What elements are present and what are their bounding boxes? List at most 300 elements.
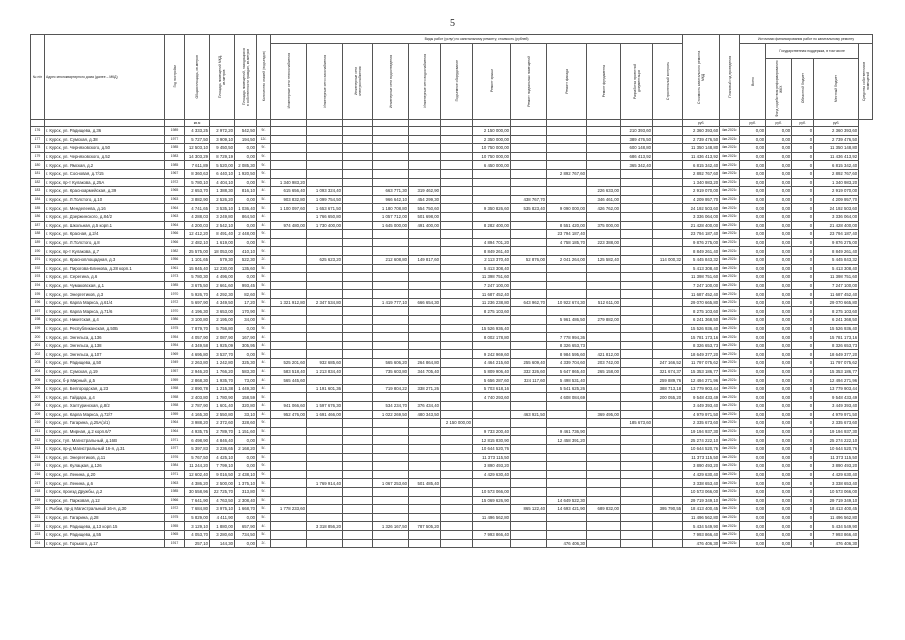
row-local-budget: 0 xyxy=(792,496,814,505)
row-floors: 5/- xyxy=(257,530,271,539)
row-floors: 2/- xyxy=(257,255,271,264)
row-premises-area: 6 440,10 xyxy=(210,169,235,178)
row-electric xyxy=(343,230,373,239)
row-roof: 10 750 000,00 xyxy=(473,152,511,161)
row-address: г. Курск, ул. Л.Толстого, д.10 xyxy=(45,195,165,204)
row-fund: 0,00 xyxy=(740,178,766,187)
row-roof xyxy=(473,316,511,325)
col-header-construction-control: Строительный контроль xyxy=(653,44,683,120)
row-citizens-area: 1 920,50 xyxy=(235,169,257,178)
row-number: 208 xyxy=(31,402,45,411)
row-foundation xyxy=(587,333,621,342)
row-floors: 9/- xyxy=(257,487,271,496)
row-lift xyxy=(441,264,473,273)
row-water xyxy=(409,178,441,187)
row-roof xyxy=(473,230,511,239)
row-owners-funds: 8 849 261,40 xyxy=(814,247,859,256)
row-lift xyxy=(441,350,473,359)
row-number: 195 xyxy=(31,290,45,299)
row-total-cost: 18 413 400,45 xyxy=(683,505,720,514)
row-electric xyxy=(343,350,373,359)
row-sewage xyxy=(373,324,409,333)
row-floors: 5/- xyxy=(257,264,271,273)
row-heating: 903 832,80 xyxy=(271,195,307,204)
row-gas xyxy=(307,247,343,256)
row-number: 203 xyxy=(31,359,45,368)
row-total-area: 2 946,20 xyxy=(185,367,210,376)
row-electric xyxy=(343,195,373,204)
row-gas: 1 093 324,40 xyxy=(307,187,343,196)
row-number: 189 xyxy=(31,238,45,247)
row-heating: 565 445,60 xyxy=(271,376,307,385)
row-regional-budget: 0,00 xyxy=(766,522,792,531)
row-premises-area: 3 249,80 xyxy=(210,212,235,221)
row-number: 179 xyxy=(31,152,45,161)
row-plan-year: 4кв.2021г. xyxy=(720,496,740,505)
row-water: 376 434,40 xyxy=(409,402,441,411)
row-design-docs xyxy=(621,316,653,325)
row-lift xyxy=(441,444,473,453)
table-row xyxy=(31,169,873,178)
row-heating xyxy=(271,333,307,342)
row-number: 197 xyxy=(31,307,45,316)
row-premises-area: 3 537,70 xyxy=(210,350,235,359)
row-regional-budget: 0,00 xyxy=(766,127,792,136)
row-design-docs xyxy=(621,427,653,436)
col-header-regional-budget: Областной бюджет xyxy=(792,59,814,120)
row-heating xyxy=(271,273,307,282)
row-foundation xyxy=(587,436,621,445)
row-roof xyxy=(473,410,511,419)
row-year: 1966 xyxy=(165,238,185,247)
table-row xyxy=(31,453,873,462)
row-local-budget: 0 xyxy=(792,384,814,393)
row-plan-year: 4кв.2021г. xyxy=(720,152,740,161)
row-design-docs xyxy=(621,247,653,256)
row-number: 194 xyxy=(31,281,45,290)
row-local-budget: 0 xyxy=(792,410,814,419)
row-roof xyxy=(473,212,511,221)
unit-rub-total: руб. xyxy=(683,120,720,127)
row-foundation: 375 000,00 xyxy=(587,221,621,230)
row-owners-funds: 9 876 275,00 xyxy=(814,238,859,247)
col-header-number: № п/п xyxy=(31,35,45,120)
row-total-area: 3 100,80 xyxy=(185,316,210,325)
row-regional-budget: 0,00 xyxy=(766,359,792,368)
row-address: г. Курск, ул. Мирная, д.2 корп.6/7 xyxy=(45,427,165,436)
row-heating xyxy=(271,290,307,299)
row-facade: 12 458 391,20 xyxy=(547,436,587,445)
row-sewage xyxy=(373,144,409,153)
row-facade xyxy=(547,273,587,282)
row-electric xyxy=(343,307,373,316)
row-heating: 952 476,00 xyxy=(271,410,307,419)
row-year: 1975 xyxy=(165,324,185,333)
row-owners-funds: 29 719 349,10 xyxy=(814,496,859,505)
row-premises-area: 2 661,60 xyxy=(210,281,235,290)
row-local-budget: 0 xyxy=(792,419,814,428)
row-address: г. Курск, ул. Л.Толстого, д.8 xyxy=(45,238,165,247)
row-gas xyxy=(307,496,343,505)
row-roof: 10 750 000,00 xyxy=(473,144,511,153)
row-floors: 4/- xyxy=(257,376,271,385)
row-roof: 4 429 630,40 xyxy=(473,470,511,479)
row-lift xyxy=(441,522,473,531)
row-fund: 0,00 xyxy=(740,152,766,161)
row-local-budget: 0 xyxy=(792,212,814,221)
row-number: 186 xyxy=(31,212,45,221)
row-construction-control xyxy=(653,402,683,411)
row-construction-control xyxy=(653,135,683,144)
row-number: 210 xyxy=(31,419,45,428)
row-owners-funds: 476 406,30 xyxy=(814,539,859,548)
row-citizens-area: 135,60 xyxy=(235,264,257,273)
row-total-cost: 4 429 630,40 xyxy=(683,470,720,479)
row-roof xyxy=(473,169,511,178)
row-total-area: 12 412,20 xyxy=(185,230,210,239)
row-lift xyxy=(441,487,473,496)
table-row xyxy=(31,539,873,548)
row-citizens-area: 0,00 xyxy=(235,195,257,204)
row-heating xyxy=(271,350,307,359)
row-address: г. Курск, ул. Кулацкая, д.126 xyxy=(45,462,165,471)
row-premises-area: 1 619,00 xyxy=(210,238,235,247)
row-foundation xyxy=(587,470,621,479)
table-row xyxy=(31,462,873,471)
row-water: 666 654,30 xyxy=(409,298,441,307)
row-fund: 0,00 xyxy=(740,255,766,264)
row-facade xyxy=(547,195,587,204)
row-fund: 0,00 xyxy=(740,341,766,350)
row-roof: 11 496 562,80 xyxy=(473,513,511,522)
row-heating: 583 518,40 xyxy=(271,367,307,376)
row-construction-control xyxy=(653,453,683,462)
row-number: 182 xyxy=(31,178,45,187)
table-row xyxy=(31,178,873,187)
row-sewage: 1 067 253,60 xyxy=(373,479,409,488)
row-construction-control xyxy=(653,178,683,187)
row-total-cost: 6 815 342,40 xyxy=(683,161,720,170)
row-gas xyxy=(307,127,343,136)
row-lift xyxy=(441,393,473,402)
row-roof: 15 069 626,90 xyxy=(473,496,511,505)
row-facade: 7 778 994,36 xyxy=(547,333,587,342)
row-facade: 5 541 625,26 xyxy=(547,384,587,393)
row-fund: 0,00 xyxy=(740,444,766,453)
row-electric xyxy=(343,419,373,428)
row-regional-budget: 0,00 xyxy=(766,204,792,213)
row-total-cost: 8 275 103,60 xyxy=(683,307,720,316)
row-regional-budget: 0,00 xyxy=(766,367,792,376)
row-construction-control xyxy=(653,496,683,505)
row-foundation xyxy=(587,513,621,522)
row-citizens-area: 0,00 xyxy=(235,436,257,445)
row-total-cost: 10 644 520,76 xyxy=(683,444,720,453)
row-design-docs xyxy=(621,290,653,299)
table-row xyxy=(31,522,873,531)
row-local-budget: 0 xyxy=(792,169,814,178)
row-facade xyxy=(547,135,587,144)
row-electric xyxy=(343,530,373,539)
row-total-cost: 11 373 115,50 xyxy=(683,453,720,462)
col-header-plan-year: Плановый год проведения xyxy=(720,35,740,120)
row-foundation xyxy=(587,281,621,290)
table-row xyxy=(31,221,873,230)
row-total-cost: 3 890 493,20 xyxy=(683,462,720,471)
row-total-area: 15 845,40 xyxy=(185,264,210,273)
row-total-cost: 11 436 413,92 xyxy=(683,152,720,161)
row-year: 1966 xyxy=(165,230,185,239)
row-construction-control xyxy=(653,247,683,256)
col-header-gas: Инженерные сети газоснабжения xyxy=(307,44,343,120)
row-heating xyxy=(271,513,307,522)
row-electric xyxy=(343,333,373,342)
row-year: 1985 xyxy=(165,281,185,290)
row-facade: 5 961 486,50 xyxy=(547,316,587,325)
row-total-area: 25 575,00 xyxy=(185,247,210,256)
row-roof xyxy=(473,187,511,196)
row-premises-area: 2 372,60 xyxy=(210,419,235,428)
row-roof: 4 464 215,60 xyxy=(473,359,511,368)
row-total-area: 3 882,90 xyxy=(185,195,210,204)
row-basement xyxy=(511,290,547,299)
row-heating xyxy=(271,255,307,264)
row-local-budget: 0 xyxy=(792,247,814,256)
row-facade: 14 649 522,30 xyxy=(547,496,587,505)
row-floors: 9/- xyxy=(257,462,271,471)
row-fund: 0,00 xyxy=(740,316,766,325)
col-header-fund: Фонд содействия реформированию ЖКХ xyxy=(766,59,792,120)
row-fund: 0,00 xyxy=(740,307,766,316)
row-regional-budget: 0,00 xyxy=(766,230,792,239)
row-address: г. Курск, пр-д Магистральный 16-я, д.31 xyxy=(45,444,165,453)
row-floors: 5/- xyxy=(257,436,271,445)
row-plan-year: 4кв.2021г. xyxy=(720,204,740,213)
row-facade xyxy=(547,178,587,187)
row-basement xyxy=(511,350,547,359)
row-design-docs xyxy=(621,470,653,479)
row-construction-control xyxy=(653,298,683,307)
row-number: 217 xyxy=(31,479,45,488)
row-facade xyxy=(547,402,587,411)
row-construction-control xyxy=(653,444,683,453)
row-facade: 2 892 767,60 xyxy=(547,169,587,178)
row-total-cost: 9 548 433,49 xyxy=(683,393,720,402)
row-heating xyxy=(271,393,307,402)
row-number: 199 xyxy=(31,324,45,333)
row-year: 1967 xyxy=(165,169,185,178)
row-water: 338 271,26 xyxy=(409,384,441,393)
row-foundation: 203 742,00 xyxy=(587,359,621,368)
row-regional-budget: 0,00 xyxy=(766,264,792,273)
row-design-docs xyxy=(621,350,653,359)
row-basement xyxy=(511,436,547,445)
row-total-cost: 2 360 393,60 xyxy=(683,127,720,136)
row-address: г. Курск, ул. Ленина, д.20 xyxy=(45,470,165,479)
row-construction-control xyxy=(653,152,683,161)
row-construction-control: 321 674,37 xyxy=(653,367,683,376)
row-owners-funds: 18 413 400,45 xyxy=(814,505,859,514)
row-address: г. Курск, ул. Красноармейская, д.39 xyxy=(45,187,165,196)
row-heating xyxy=(271,212,307,221)
row-total-area: 6 498,90 xyxy=(185,436,210,445)
row-water: 491 400,00 xyxy=(409,221,441,230)
row-electric xyxy=(343,298,373,307)
row-electric xyxy=(343,255,373,264)
row-citizens-area: 993,45 xyxy=(235,281,257,290)
row-citizens-area: 0,00 xyxy=(235,144,257,153)
row-basement xyxy=(511,273,547,282)
row-fund: 0,00 xyxy=(740,402,766,411)
row-water xyxy=(409,169,441,178)
row-roof: 4 740 293,60 xyxy=(473,393,511,402)
row-water xyxy=(409,161,441,170)
row-heating xyxy=(271,316,307,325)
row-lift xyxy=(441,341,473,350)
row-floors: 5/- xyxy=(257,479,271,488)
row-gas xyxy=(307,376,343,385)
row-floors: 5/- xyxy=(257,444,271,453)
row-plan-year: 4кв.2021г. xyxy=(720,221,740,230)
row-heating xyxy=(271,341,307,350)
row-water xyxy=(409,333,441,342)
row-construction-control xyxy=(653,195,683,204)
row-water xyxy=(409,487,441,496)
row-floors: 5/- xyxy=(257,427,271,436)
row-gas xyxy=(307,290,343,299)
row-foundation xyxy=(587,290,621,299)
row-heating xyxy=(271,135,307,144)
row-local-budget: 0 xyxy=(792,255,814,264)
row-year: 1959 xyxy=(165,410,185,419)
row-total-cost: 13 779 903,44 xyxy=(683,384,720,393)
row-total-cost: 21 428 400,00 xyxy=(683,221,720,230)
row-premises-area: 1 242,80 xyxy=(210,359,235,368)
row-total-cost: 5 413 308,40 xyxy=(683,264,720,273)
row-citizens-area: 0,00 xyxy=(235,350,257,359)
row-year: 1955 xyxy=(165,522,185,531)
row-number: 198 xyxy=(31,316,45,325)
row-number: 206 xyxy=(31,384,45,393)
row-number: 176 xyxy=(31,127,45,136)
col-header-total-cost: Стоимость капитального ремонта МКД xyxy=(683,35,720,120)
row-floors: 9/- xyxy=(257,169,271,178)
row-water xyxy=(409,539,441,548)
row-electric xyxy=(343,281,373,290)
row-owners-funds: 13 779 903,44 xyxy=(814,384,859,393)
row-sewage xyxy=(373,333,409,342)
row-design-docs xyxy=(621,530,653,539)
row-roof: 2 150 000,00 xyxy=(473,127,511,136)
row-roof: 11 236 238,80 xyxy=(473,298,511,307)
row-fund: 0,00 xyxy=(740,238,766,247)
row-gas xyxy=(307,333,343,342)
capital-repair-table-sheet xyxy=(30,34,873,616)
row-address: г. Курск, ул. Белгородская, д.23 xyxy=(45,384,165,393)
row-gas xyxy=(307,530,343,539)
row-fund: 0,00 xyxy=(740,505,766,514)
row-floors: 5/- xyxy=(257,290,271,299)
row-construction-control xyxy=(653,462,683,471)
row-premises-area: 4 292,30 xyxy=(210,290,235,299)
row-year: 1984 xyxy=(165,462,185,471)
row-facade xyxy=(547,522,587,531)
row-citizens-area: 194,50 xyxy=(235,135,257,144)
row-electric xyxy=(343,221,373,230)
row-water: 501 485,40 xyxy=(409,479,441,488)
row-floors: 9/- xyxy=(257,230,271,239)
row-heating xyxy=(271,307,307,316)
row-year: 1977 xyxy=(165,135,185,144)
row-basement xyxy=(511,144,547,153)
row-construction-control xyxy=(653,273,683,282)
row-construction-control xyxy=(653,427,683,436)
row-design-docs xyxy=(621,187,653,196)
row-gas xyxy=(307,419,343,428)
row-citizens-area: 0,00 xyxy=(235,513,257,522)
row-lift xyxy=(441,324,473,333)
row-regional-budget: 0,00 xyxy=(766,539,792,548)
table-row xyxy=(31,152,873,161)
row-electric xyxy=(343,247,373,256)
row-citizens-area: 583,30 xyxy=(235,367,257,376)
table-row xyxy=(31,161,873,170)
row-premises-area: 4 496,00 xyxy=(210,273,235,282)
row-construction-control: 247 166,52 xyxy=(653,359,683,368)
row-owners-funds: 2 919 070,00 xyxy=(814,187,859,196)
row-lift xyxy=(441,212,473,221)
row-total-area: 5 780,30 xyxy=(185,273,210,282)
row-total-cost: 8 326 653,73 xyxy=(683,341,720,350)
row-sewage: 735 603,80 xyxy=(373,367,409,376)
row-roof xyxy=(473,522,511,531)
row-premises-area: 9 016,50 xyxy=(210,470,235,479)
row-regional-budget: 0,00 xyxy=(766,298,792,307)
row-basement: 643 962,70 xyxy=(511,298,547,307)
row-number: 183 xyxy=(31,187,45,196)
unit-rub-local: руб. xyxy=(792,120,814,127)
row-facade: 23 794 187,40 xyxy=(547,230,587,239)
row-total-cost: 18 649 377,20 xyxy=(683,350,720,359)
row-number: 219 xyxy=(31,496,45,505)
row-number: 218 xyxy=(31,487,45,496)
row-local-budget: 0 xyxy=(792,436,814,445)
row-owners-funds: 19 194 937,30 xyxy=(814,427,859,436)
row-year: 1971 xyxy=(165,436,185,445)
table-row xyxy=(31,127,873,136)
row-facade: 14 693 421,90 xyxy=(547,505,587,514)
row-sewage: 534 234,70 xyxy=(373,402,409,411)
row-floors: 2/- xyxy=(257,539,271,548)
row-lift xyxy=(441,359,473,368)
row-address: г. Курск, ул. Карла Маркса, д.61/4 xyxy=(45,298,165,307)
row-lift xyxy=(441,427,473,436)
row-number: 201 xyxy=(31,341,45,350)
table-row xyxy=(31,144,873,153)
row-electric xyxy=(343,427,373,436)
row-foundation xyxy=(587,402,621,411)
row-regional-budget: 0,00 xyxy=(766,479,792,488)
row-water xyxy=(409,264,441,273)
row-plan-year: 4кв.2021г. xyxy=(720,178,740,187)
row-total-area: 2 868,30 xyxy=(185,376,210,385)
row-basement xyxy=(511,479,547,488)
row-plan-year: 4кв.2021г. xyxy=(720,367,740,376)
row-water xyxy=(409,530,441,539)
row-design-docs xyxy=(621,324,653,333)
row-local-budget: 0 xyxy=(792,470,814,479)
row-construction-control xyxy=(653,470,683,479)
